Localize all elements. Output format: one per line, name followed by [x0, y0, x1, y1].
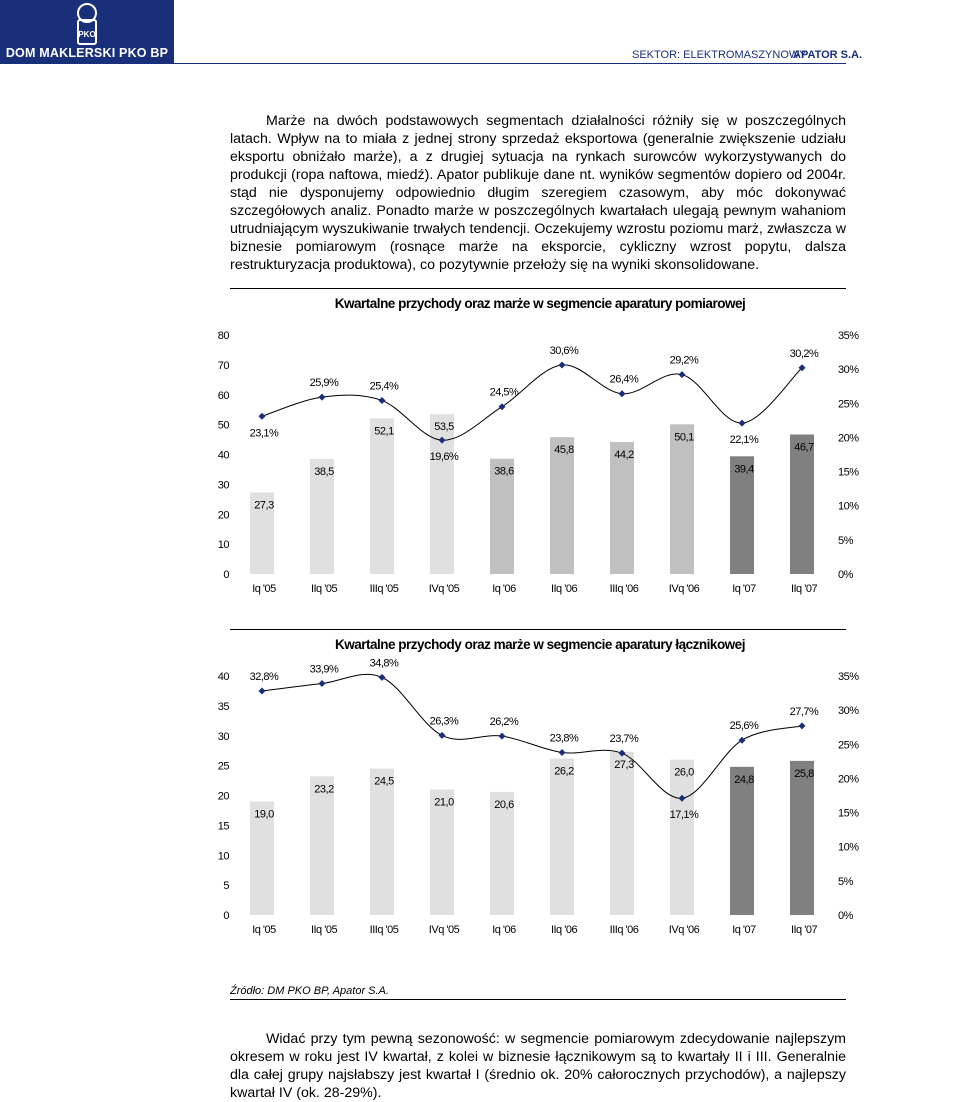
bar — [610, 442, 634, 574]
y2-tick-label: 25% — [838, 398, 859, 411]
y-tick-label: 30 — [217, 730, 229, 743]
x-tick-label: IIq '06 — [550, 583, 578, 595]
y-tick-label: 60 — [217, 389, 229, 402]
bar-value-label: 46,7 — [794, 441, 814, 454]
margin-point — [559, 362, 566, 369]
x-tick-label: Iq '07 — [732, 924, 756, 936]
y2-tick-label: 10% — [838, 841, 859, 854]
bar-value-label: 24,5 — [374, 775, 394, 788]
x-tick-label: IIq '06 — [550, 924, 578, 936]
margin-value-label: 22,1% — [729, 434, 759, 447]
intro-text: Marże na dwóch podstawowych segmentach działalności różniły się w poszczególnych latach. Wpływ na to miała z jednej strony sprzedaż eksportowa (generalnie zwiększenie udziału eksportu obniżało marże), a z drugiej sytuacja na rynkach surowców wykorzystywanych do produkcji (ropa naftowa, miedź). Apator publikuje dane nt. wyników segmentów dopiero od 2004r. stąd nie dysponujemy odpowiednio długim szeregiem czasowym, aby móc dokonywać szczegółowych analiz. Ponadto marże w poszczególnych kwartałach ulegają pewnym wahaniom utrudniającym wyszukiwanie trwałych tendencji. Oczekujemy wzrostu poziomu marż, zwłaszcza w biznesie pomiarowym (rosnące marże na eksporcie, cykliczny wzrost popytu, dalsza restrukturyzacja produktowa), co pozytywnie przełoży się na wyniki skonsolidowane. — [230, 113, 846, 273]
x-tick-label: IVq '05 — [428, 583, 460, 595]
bar-value-label: 44,2 — [614, 448, 634, 461]
bar-value-label: 25,8 — [794, 767, 814, 780]
source-bottom-rule — [230, 999, 846, 1000]
margin-line — [262, 674, 802, 798]
pko-emblem-icon — [70, 2, 104, 46]
bar-value-label: 19,0 — [254, 808, 274, 821]
bar-value-label: 26,2 — [554, 765, 574, 778]
margin-point — [739, 737, 746, 744]
chart-title: Kwartalne przychody oraz marże w segmencie aparatury pomiarowej — [334, 296, 746, 311]
margin-value-label: 33,9% — [309, 663, 339, 676]
bar-value-label: 38,6 — [494, 465, 514, 478]
margin-point — [379, 674, 386, 681]
margin-value-label: 27,7% — [789, 705, 819, 718]
x-tick-label: IIq '05 — [310, 924, 338, 936]
margin-value-label: 23,8% — [549, 732, 579, 745]
company-label: APATOR S.A. — [793, 49, 863, 61]
bar-value-label: 50,1 — [674, 431, 694, 444]
x-tick-label: IIq '07 — [790, 583, 818, 595]
bar — [310, 776, 334, 915]
y2-tick-label: 10% — [838, 500, 859, 513]
y-tick-label: 25 — [217, 760, 229, 773]
margin-point — [799, 722, 806, 729]
bar-value-label: 27,3 — [254, 499, 274, 512]
bar-value-label: 23,2 — [314, 783, 334, 796]
margin-value-label: 23,1% — [249, 427, 279, 440]
margin-point — [619, 390, 626, 397]
x-tick-label: Iq '06 — [492, 583, 516, 595]
margin-value-label: 19,6% — [429, 451, 459, 464]
y-tick-label: 70 — [217, 359, 229, 372]
bar — [370, 418, 394, 574]
bar — [370, 769, 394, 915]
bar-value-label: 52,1 — [374, 425, 394, 438]
x-tick-label: IVq '06 — [668, 583, 700, 595]
x-tick-label: Iq '05 — [252, 924, 276, 936]
margin-value-label: 17,1% — [669, 809, 699, 822]
margin-point — [559, 749, 566, 756]
closing-text: Widać przy tym pewną sezonowość: w segmencie pomiarowym zdecydowanie najlepszym okresem w roku jest IV kwartał, z kolei w biznesie łącznikowym są to kwartały II i III. Generalnie dla całej grupy najsłabszy jest kwartał I (średnio ok. 20% całorocznych przychodów), a najlepszy kwartał IV (ok. 28-29%). — [230, 1031, 846, 1101]
y-tick-label: 5 — [223, 880, 229, 893]
x-tick-label: IIIq '06 — [609, 583, 639, 595]
x-tick-label: IIIq '05 — [369, 583, 399, 595]
margin-value-label: 24,5% — [489, 386, 519, 399]
margin-value-label: 29,2% — [669, 354, 699, 367]
margin-value-label: 30,6% — [549, 345, 579, 358]
chart-measuring-segment — [0, 289, 960, 619]
y2-tick-label: 15% — [838, 807, 859, 820]
margin-point — [379, 397, 386, 404]
y-tick-label: 80 — [217, 330, 229, 342]
bar-value-label: 24,8 — [734, 773, 754, 786]
bar — [790, 434, 814, 574]
x-tick-label: Iq '05 — [252, 583, 276, 595]
margin-value-label: 30,2% — [789, 347, 819, 360]
bar-value-label: 21,0 — [434, 796, 454, 809]
margin-point — [499, 403, 506, 410]
margin-value-label: 34,8% — [369, 657, 399, 670]
bar-value-label: 45,8 — [554, 444, 574, 457]
y-tick-label: 15 — [217, 820, 229, 833]
intro-paragraph — [230, 112, 846, 274]
margin-value-label: 26,2% — [489, 716, 519, 729]
chart1-svg — [0, 289, 960, 619]
y2-tick-label: 20% — [838, 432, 859, 445]
bar — [730, 767, 754, 915]
y2-tick-label: 35% — [838, 330, 859, 342]
y-tick-label: 0 — [223, 569, 229, 581]
y-tick-label: 10 — [217, 539, 229, 552]
y-tick-label: 20 — [217, 790, 229, 803]
margin-point — [739, 420, 746, 427]
y2-tick-label: 0% — [838, 569, 853, 581]
y2-tick-label: 15% — [838, 466, 859, 479]
brand-name: DOM MAKLERSKI PKO BP — [5, 46, 169, 60]
closing-paragraph — [230, 1030, 846, 1102]
margin-value-label: 25,6% — [729, 720, 759, 733]
margin-value-label: 32,8% — [249, 671, 279, 684]
x-tick-label: Iq '07 — [732, 583, 756, 595]
bar — [790, 761, 814, 915]
page-header — [0, 0, 960, 64]
x-tick-label: IIIq '05 — [369, 924, 399, 936]
bar-value-label: 20,6 — [494, 798, 514, 811]
y-tick-label: 30 — [217, 479, 229, 492]
y-tick-label: 35 — [217, 700, 229, 713]
y2-tick-label: 0% — [838, 910, 853, 922]
y2-tick-label: 30% — [838, 364, 859, 377]
y-tick-label: 40 — [217, 449, 229, 462]
bar-value-label: 27,3 — [614, 758, 634, 771]
margin-value-label: 26,3% — [429, 715, 459, 728]
y-tick-label: 10 — [217, 850, 229, 863]
bar — [670, 424, 694, 574]
bar — [550, 437, 574, 574]
margin-value-label: 25,4% — [369, 380, 399, 393]
bar — [670, 760, 694, 915]
y2-tick-label: 25% — [838, 739, 859, 752]
x-tick-label: IVq '05 — [428, 924, 460, 936]
y-tick-label: 0 — [223, 910, 229, 922]
source-note: Źródło: DM PKO BP, Apator S.A. — [230, 985, 389, 997]
margin-point — [679, 371, 686, 378]
margin-value-label: 26,4% — [609, 373, 639, 386]
bar-value-label: 53,5 — [434, 421, 454, 434]
margin-point — [319, 680, 326, 687]
y2-tick-label: 20% — [838, 773, 859, 786]
logo-lettering: PKO — [78, 30, 96, 39]
chart-title: Kwartalne przychody oraz marże w segmencie aparatury łącznikowej — [335, 637, 745, 652]
margin-value-label: 23,7% — [609, 733, 639, 746]
bar-value-label: 26,0 — [674, 766, 694, 779]
chart2-svg — [0, 630, 960, 960]
chart-connector-segment — [0, 630, 960, 960]
margin-point — [259, 688, 266, 695]
margin-point — [439, 732, 446, 739]
margin-point — [499, 733, 506, 740]
x-tick-label: IIq '05 — [310, 583, 338, 595]
x-tick-label: IVq '06 — [668, 924, 700, 936]
y2-tick-label: 35% — [838, 671, 859, 683]
bar — [610, 752, 634, 915]
sector-label: SEKTOR: ELEKTROMASZYNOWY — [632, 49, 807, 61]
y2-tick-label: 5% — [838, 534, 853, 547]
y-tick-label: 20 — [217, 509, 229, 522]
margin-value-label: 25,9% — [309, 377, 339, 390]
y-tick-label: 40 — [217, 671, 229, 683]
header-divider — [174, 63, 846, 64]
margin-point — [259, 413, 266, 420]
x-tick-label: IIq '07 — [790, 924, 818, 936]
x-tick-label: Iq '06 — [492, 924, 516, 936]
margin-point — [319, 394, 326, 401]
margin-line — [262, 365, 802, 440]
bar-value-label: 38,5 — [314, 465, 334, 478]
y2-tick-label: 30% — [838, 705, 859, 718]
bar — [550, 758, 574, 915]
bar-value-label: 39,4 — [734, 463, 754, 476]
y-tick-label: 50 — [217, 419, 229, 432]
y2-tick-label: 5% — [838, 875, 853, 888]
brand-logo-box — [0, 0, 174, 64]
x-tick-label: IIIq '06 — [609, 924, 639, 936]
